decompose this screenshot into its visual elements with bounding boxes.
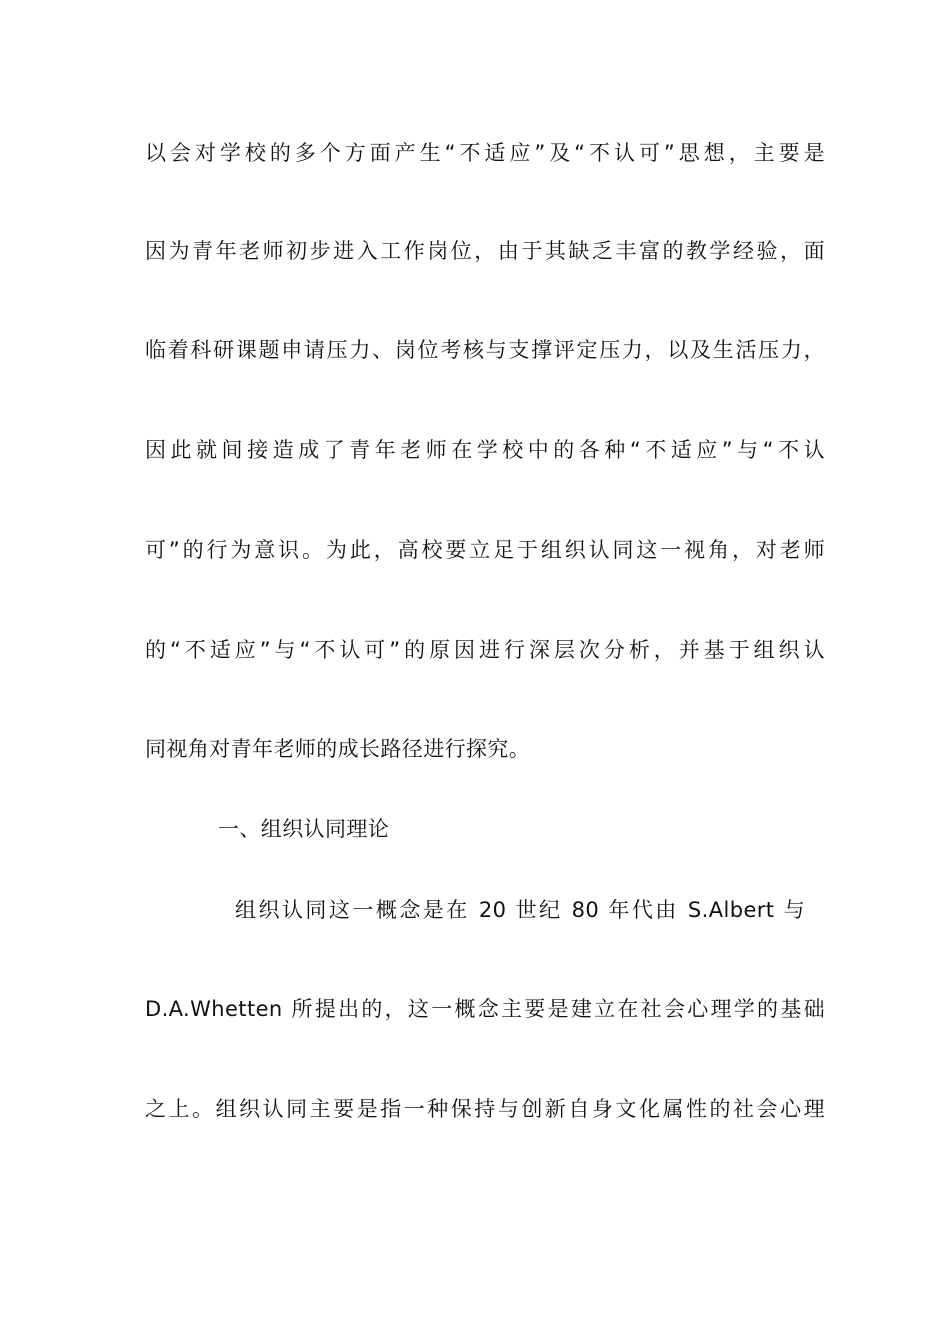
paragraph-line-6: 的“不适应”与“不认可”的原因进行深层次分析，并基于组织认: [145, 638, 825, 662]
paragraph-line-3: 临着科研课题申请压力、岗位考核与支撑评定压力，以及生活压力，: [145, 338, 825, 362]
paragraph-line-5: 可”的行为意识。为此，高校要立足于组织认同这一视角，对老师: [145, 538, 825, 562]
paragraph-line-4: 因此就间接造成了青年老师在学校中的各种“不适应”与“不认: [145, 438, 825, 462]
section-paragraph-line-3: 之上。组织认同主要是指一种保持与创新自身文化属性的社会心理: [145, 1097, 825, 1121]
paragraph-line-2: 因为青年老师初步进入工作岗位，由于其缺乏丰富的教学经验，面: [145, 239, 825, 263]
section-paragraph-line-1: 组织认同这一概念是在 20 世纪 80 年代由 S.Albert 与: [235, 898, 805, 922]
section-paragraph-line-2: D.A.Whetten 所提出的，这一概念主要是建立在社会心理学的基础: [145, 997, 825, 1021]
paragraph-line-7: 同视角对青年老师的成长路径进行探究。: [145, 737, 531, 761]
section-heading: 一、组织认同理论: [218, 817, 390, 841]
paragraph-line-1: 以会对学校的多个方面产生“不适应”及“不认可”思想，主要是: [145, 141, 825, 165]
